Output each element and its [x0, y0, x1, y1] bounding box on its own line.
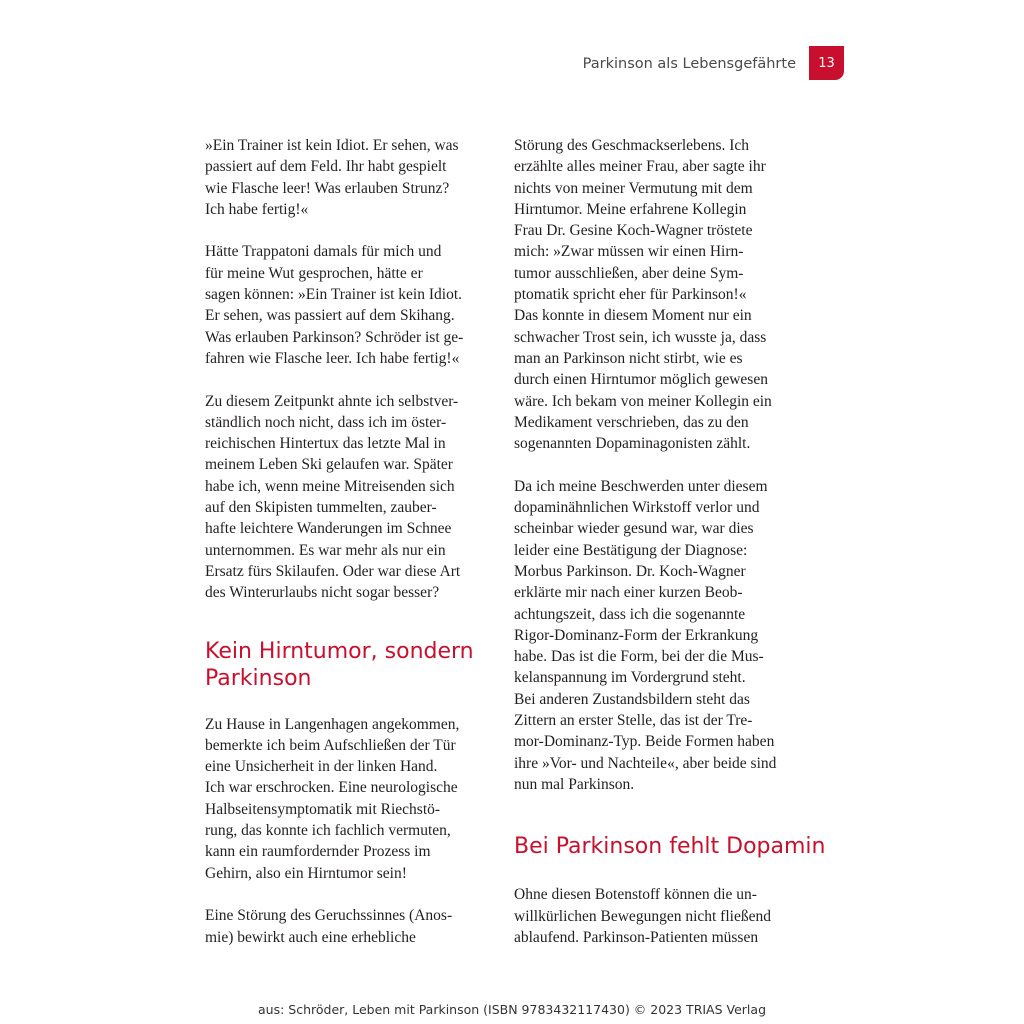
text-line: Ich habe fertig!«: [205, 200, 309, 218]
text-line: fahren wie Flasche leer. Ich habe fertig!«: [205, 349, 460, 367]
section-gap: [205, 604, 495, 638]
text-line: nun mal Parkinson.: [514, 775, 635, 793]
text-line: Hätte Trappatoni damals für mich und: [205, 243, 442, 261]
paragraph: [205, 135, 495, 220]
text-line: Das konnte in diesem Moment nur ein: [514, 307, 752, 325]
text-line: bemerkte ich beim Aufschließen der Tür: [205, 736, 456, 754]
text-line: tumor ausschließen, aber deine Sym-: [514, 264, 744, 282]
text-line: Medikament verschrieben, das zu den: [514, 413, 749, 431]
left-column: [205, 135, 495, 948]
text-line: ablaufend. Parkinson-Patienten müssen: [514, 928, 759, 946]
page-number-badge: 13: [809, 46, 844, 80]
heading-line: Kein Hirntumor, sondern: [205, 638, 474, 664]
text-line: achtungszeit, dass ich die sogenannte: [514, 605, 746, 623]
text-line: sagen können: »Ein Trainer ist kein Idiot.: [205, 286, 463, 304]
text-line: mich: »Zwar müssen wir einen Hirn-: [514, 243, 744, 261]
text-line: meinem Leben Ski gelaufen war. Später: [205, 456, 453, 474]
text-line: kelanspannung im Vordergrund steht.: [514, 669, 746, 687]
text-line: hafte leichtere Wanderungen im Schnee: [205, 520, 452, 538]
text-line: Morbus Parkinson. Dr. Koch-Wagner: [514, 562, 746, 580]
paragraph: [514, 884, 804, 948]
text-line: Eine Störung des Geruchssinnes (Anos-: [205, 907, 453, 925]
section-heading: [514, 833, 826, 860]
text-line: Ohne diesen Botenstoff können die un-: [514, 886, 757, 904]
text-line: wie Flasche leer! Was erlauben Strunz?: [205, 179, 450, 197]
paragraph: [514, 135, 804, 454]
paragraph: [205, 714, 495, 884]
text-line: mor-Dominanz-Typ. Beide Formen haben: [514, 733, 775, 751]
text-line: wäre. Ich bekam von meiner Kollegin ein: [514, 392, 772, 410]
text-line: willkürlichen Bewegungen nicht fließend: [514, 907, 771, 925]
source-footer: aus: Schröder, Leben mit Parkinson (ISBN 9783432117430) © 2023 TRIAS Verlag: [257, 1002, 766, 1017]
text-line: scheinbar wieder gesund war, war dies: [514, 520, 754, 538]
text-line: Bei anderen Zustandsbildern steht das: [514, 690, 750, 708]
text-line: unternommen. Es war mehr als nur ein: [205, 541, 446, 559]
text-line: dopaminähnlichen Wirkstoff verlor und: [514, 499, 760, 517]
paragraph: [514, 476, 804, 795]
text-line: habe. Das ist die Form, bei der die Mus-: [514, 648, 764, 666]
text-line: eine Unsicherheit in der linken Hand.: [205, 758, 438, 776]
text-line: Was erlauben Parkinson? Schröder ist ge-: [205, 328, 464, 346]
text-line: Zu diesem Zeitpunkt ahnte ich selbstver-: [205, 392, 459, 410]
paragraph-gap: [514, 454, 804, 475]
text-line: durch einen Hirntumor möglich gewesen: [514, 371, 768, 389]
text-line: Halbseitensymptomatik mit Riechstö-: [205, 800, 441, 818]
text-line: Frau Dr. Gesine Koch-Wagner tröstete: [514, 222, 753, 240]
paragraph: [205, 905, 495, 948]
right-column: [514, 135, 826, 948]
section-gap: [514, 795, 804, 833]
text-line: ständlich noch nicht, dass ich im öster-: [205, 413, 447, 431]
text-line: Er sehen, was passiert auf dem Skihang.: [205, 307, 455, 325]
text-line: mie) bewirkt auch eine erhebliche: [205, 928, 416, 946]
paragraph-gap: [205, 220, 495, 241]
text-line: Da ich meine Beschwerden unter diesem: [514, 477, 768, 495]
text-line: man an Parkinson nicht stirbt, wie es: [514, 349, 743, 367]
section-heading: [205, 638, 495, 692]
text-line: erklärte mir nach einer kurzen Beob-: [514, 584, 743, 602]
text-line: sogenannten Dopaminagonisten zählt.: [514, 435, 751, 453]
text-line: reichischen Hintertux das letzte Mal in: [205, 435, 446, 453]
text-line: Zu Hause in Langenhagen angekommen,: [205, 715, 460, 733]
text-line: ihre »Vor- und Nachteile«, aber beide sind: [514, 754, 777, 772]
text-line: für meine Wut gesprochen, hätte er: [205, 264, 423, 282]
paragraph-gap: [205, 884, 495, 905]
text-line: des Winterurlaubs nicht sogar besser?: [205, 584, 440, 602]
heading-line: Bei Parkinson fehlt Dopamin: [514, 834, 826, 860]
text-line: ptomatik spricht eher für Parkinson!«: [514, 286, 747, 304]
paragraph-gap: [205, 369, 495, 390]
text-line: »Ein Trainer ist kein Idiot. Er sehen, was: [205, 137, 459, 154]
heading-line: Parkinson: [205, 665, 312, 691]
text-line: auf den Skipisten tummelten, zauber-: [205, 499, 437, 517]
text-line: passiert auf dem Feld. Ihr habt gespielt: [205, 158, 447, 176]
text-line: erzählte alles meiner Frau, aber sagte ihr: [514, 158, 766, 176]
paragraph: [205, 391, 495, 604]
text-line: Rigor-Dominanz-Form der Erkrankung: [514, 626, 759, 644]
header-title: Parkinson als Lebensgefährte: [582, 56, 796, 72]
text-line: kann ein raumfordernder Prozess im: [205, 843, 431, 861]
text-line: Ersatz fürs Skilaufen. Oder war diese Art: [205, 562, 461, 580]
text-line: schwacher Trost sein, ich wusste ja, dass: [514, 328, 767, 346]
paragraph: [205, 241, 495, 369]
text-line: Gehirn, also ein Hirntumor sein!: [205, 864, 407, 882]
text-line: Hirntumor. Meine erfahrene Kollegin: [514, 200, 747, 218]
text-line: Zittern an erster Stelle, das ist der Tre-: [514, 712, 753, 730]
section-gap: [514, 860, 804, 884]
text-line: rung, das konnte ich fachlich vermuten,: [205, 822, 451, 840]
text-line: habe ich, wenn meine Mitreisenden sich: [205, 477, 455, 495]
text-line: leider eine Bestätigung der Diagnose:: [514, 541, 748, 559]
section-gap: [205, 692, 495, 714]
text-line: Störung des Geschmackserlebens. Ich: [514, 137, 750, 154]
text-line: nichts von meiner Vermutung mit dem: [514, 179, 753, 197]
text-line: Ich war erschrocken. Eine neurologische: [205, 779, 458, 797]
